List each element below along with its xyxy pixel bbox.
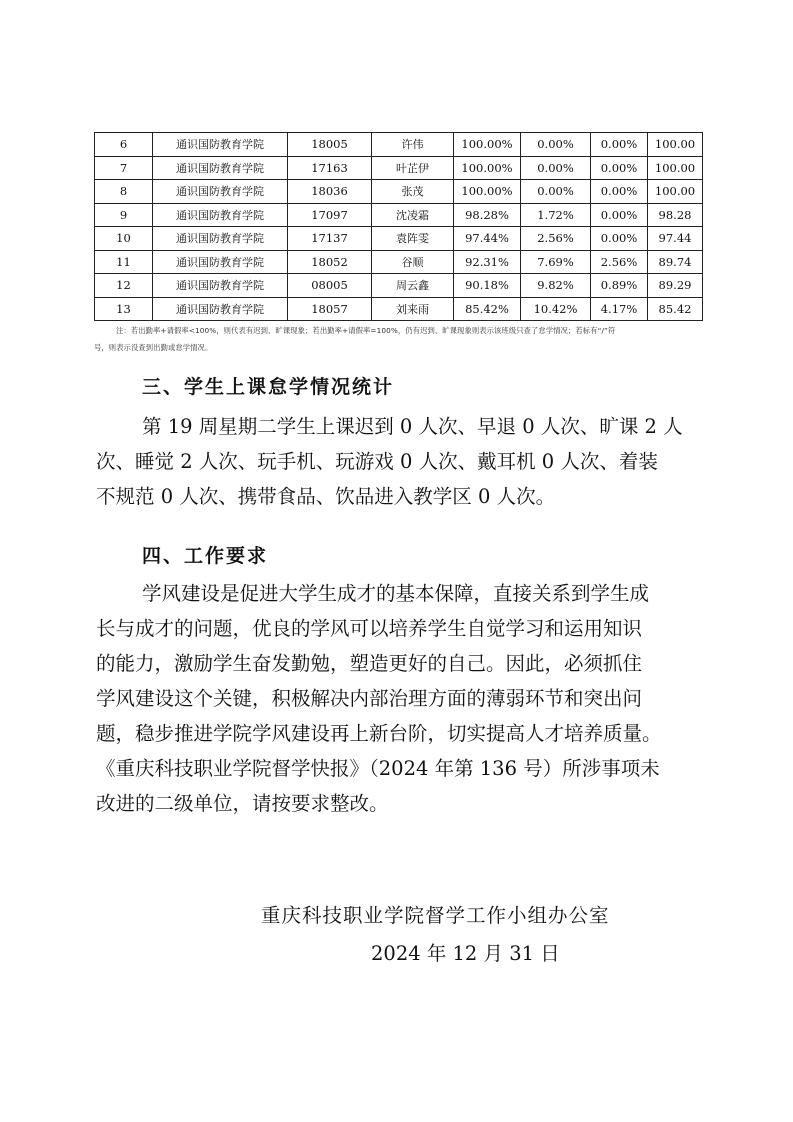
college-cell: 通识国防教育学院 — [153, 203, 288, 227]
lazy-study-paragraph — [96, 409, 702, 514]
absent-rate-cell: 2.56% — [591, 250, 648, 274]
paragraph-line: 改进的二级单位，请按要求整改。 — [96, 792, 389, 815]
absent-rate-cell: 0.00% — [591, 203, 648, 227]
table-row — [95, 156, 703, 180]
score-cell: 85.42 — [648, 297, 703, 321]
table-row — [95, 250, 703, 274]
class-id-cell: 18005 — [288, 133, 372, 157]
row-number-cell: 6 — [95, 133, 153, 157]
teacher-name-cell: 刘来雨 — [372, 297, 454, 321]
college-cell: 通识国防教育学院 — [153, 297, 288, 321]
late-rate-cell: 10.42% — [521, 297, 591, 321]
score-cell: 89.29 — [648, 274, 703, 298]
attendance-rate-cell: 98.28% — [454, 203, 521, 227]
teacher-name-cell: 周云鑫 — [372, 274, 454, 298]
attendance-table — [94, 132, 703, 321]
paragraph-line: 《重庆科技职业学院督学快报》（2024 年第 136 号）所涉事项未 — [96, 757, 660, 780]
college-cell: 通识国防教育学院 — [153, 133, 288, 157]
teacher-name-cell: 袁阵雯 — [372, 227, 454, 251]
score-cell: 89.74 — [648, 250, 703, 274]
score-cell: 98.28 — [648, 203, 703, 227]
table-row — [95, 133, 703, 157]
paragraph-line: 学风建设是促进大学生成才的基本保障，直接关系到学生成 — [142, 582, 650, 605]
teacher-name-cell: 沈凌霜 — [372, 203, 454, 227]
attendance-rate-cell: 90.18% — [454, 274, 521, 298]
attendance-rate-cell: 85.42% — [454, 297, 521, 321]
paragraph-line: 长与成才的问题，优良的学风可以培养学生自觉学习和运用知识 — [96, 617, 643, 640]
class-id-cell: 18057 — [288, 297, 372, 321]
table-row — [95, 227, 703, 251]
score-cell: 100.00 — [648, 156, 703, 180]
paragraph-line: 的能力，激励学生奋发勤勉，塑造更好的自己。因此，必须抓住 — [96, 652, 643, 675]
footnote-line: 号，则表示没查到出勤或怠学情况。 — [94, 343, 213, 352]
class-id-cell: 18036 — [288, 180, 372, 204]
late-rate-cell: 9.82% — [521, 274, 591, 298]
class-id-cell: 17097 — [288, 203, 372, 227]
section-heading-work-requirements: 四、工作要求 — [142, 545, 269, 567]
issue-date: 2024 年 12 月 31 日 — [371, 942, 560, 965]
row-number-cell: 12 — [95, 274, 153, 298]
footnote-line: 注：若出勤率+请假率<100%，则代表有迟到、旷课现象；若出勤率+请假率=100%，仍有迟到、旷课现象则表示该班级只查了怠学情况；若标有“/”符 — [116, 326, 616, 335]
paragraph-line: 学风建设这个关键，积极解决内部治理方面的薄弱环节和突出问 — [96, 687, 643, 710]
late-rate-cell: 1.72% — [521, 203, 591, 227]
college-cell: 通识国防教育学院 — [153, 156, 288, 180]
college-cell: 通识国防教育学院 — [153, 250, 288, 274]
row-number-cell: 9 — [95, 203, 153, 227]
college-cell: 通识国防教育学院 — [153, 274, 288, 298]
issuing-office: 重庆科技职业学院督学工作小组办公室 — [261, 904, 610, 927]
section-heading-lazy-study-statistics: 三、学生上课怠学情况统计 — [142, 376, 395, 398]
teacher-name-cell: 许伟 — [372, 133, 454, 157]
row-number-cell: 10 — [95, 227, 153, 251]
class-id-cell: 17137 — [288, 227, 372, 251]
attendance-rate-cell: 92.31% — [454, 250, 521, 274]
paragraph-line: 第 19 周星期二学生上课迟到 0 人次、早退 0 人次、旷课 2 人 — [142, 415, 683, 438]
absent-rate-cell: 0.89% — [591, 274, 648, 298]
attendance-rate-cell: 100.00% — [454, 156, 521, 180]
absent-rate-cell: 0.00% — [591, 227, 648, 251]
late-rate-cell: 7.69% — [521, 250, 591, 274]
late-rate-cell: 0.00% — [521, 133, 591, 157]
absent-rate-cell: 0.00% — [591, 133, 648, 157]
class-id-cell: 17163 — [288, 156, 372, 180]
score-cell: 97.44 — [648, 227, 703, 251]
late-rate-cell: 2.56% — [521, 227, 591, 251]
table-row — [95, 180, 703, 204]
teacher-name-cell: 张茂 — [372, 180, 454, 204]
row-number-cell: 7 — [95, 156, 153, 180]
teacher-name-cell: 谷顺 — [372, 250, 454, 274]
table-row — [95, 203, 703, 227]
absent-rate-cell: 0.00% — [591, 180, 648, 204]
table-row — [95, 297, 703, 321]
table-footnote — [94, 322, 704, 356]
attendance-table-body — [95, 133, 703, 321]
class-id-cell: 18052 — [288, 250, 372, 274]
college-cell: 通识国防教育学院 — [153, 227, 288, 251]
attendance-rate-cell: 100.00% — [454, 133, 521, 157]
late-rate-cell: 0.00% — [521, 180, 591, 204]
work-requirements-paragraph — [96, 576, 702, 821]
paragraph-line: 不规范 0 人次、携带食品、饮品进入教学区 0 人次。 — [96, 485, 556, 508]
row-number-cell: 11 — [95, 250, 153, 274]
paragraph-line: 题，稳步推进学院学风建设再上新台阶，切实提高人才培养质量。 — [96, 722, 662, 745]
attendance-rate-cell: 97.44% — [454, 227, 521, 251]
teacher-name-cell: 叶芷伊 — [372, 156, 454, 180]
college-cell: 通识国防教育学院 — [153, 180, 288, 204]
absent-rate-cell: 0.00% — [591, 156, 648, 180]
row-number-cell: 13 — [95, 297, 153, 321]
score-cell: 100.00 — [648, 133, 703, 157]
attendance-rate-cell: 100.00% — [454, 180, 521, 204]
paragraph-line: 次、睡觉 2 人次、玩手机、玩游戏 0 人次、戴耳机 0 人次、着装 — [96, 450, 658, 473]
table-row — [95, 274, 703, 298]
score-cell: 100.00 — [648, 180, 703, 204]
absent-rate-cell: 4.17% — [591, 297, 648, 321]
row-number-cell: 8 — [95, 180, 153, 204]
late-rate-cell: 0.00% — [521, 156, 591, 180]
class-id-cell: 08005 — [288, 274, 372, 298]
